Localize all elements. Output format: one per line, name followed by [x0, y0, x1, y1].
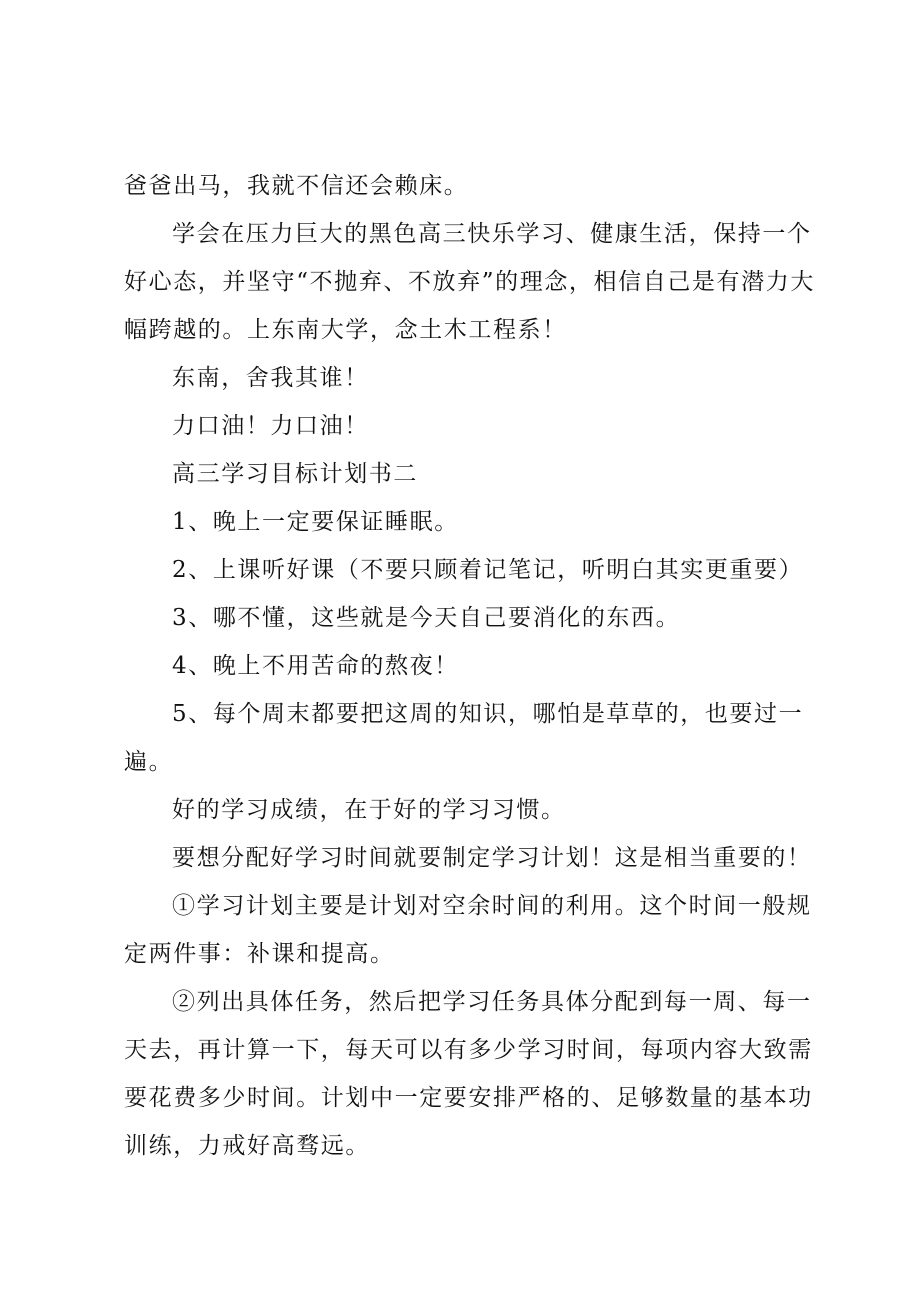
document-body — [124, 162, 828, 1170]
paragraph-habits: 好的学习成绩，在于好的学习习惯。 — [172, 797, 566, 823]
paragraph-slogan: 东南，舍我其谁！ — [172, 365, 369, 391]
plan-point-2: ②列出具体任务，然后把学习任务具体分配到每一周、每一天去，再计算一下，每天可以有多少学习时间，每项内容大致需要花费多少时间。计划中一定要安排严格的、足够数量的基本功训练，力戒好高骛远。 — [124, 989, 813, 1159]
list-item-1: 1、晚上一定要保证睡眠。 — [172, 509, 459, 535]
plan-point-1: ①学习计划主要是计划对空余时间的利用。这个时间一般规定两件事：补课和提高。 — [124, 893, 812, 967]
list-item-4: 4、晚上不用苦命的熬夜！ — [172, 653, 459, 679]
paragraph-cheer: 力口油！力口油！ — [172, 413, 369, 439]
list-item-2: 2、上课听好课（不要只顾着记笔记，听明白其实更重要） — [172, 557, 804, 583]
paragraph-continuation: 爸爸出马，我就不信还会赖床。 — [124, 173, 469, 199]
paragraph-goal: 学会在压力巨大的黑色高三快乐学习、健康生活，保持一个好心态，并坚守“不抛弃、不放弃”的理念，相信自己是有潜力大幅跨越的。上东南大学，念土木工程系！ — [124, 221, 815, 343]
list-item-5: 5、每个周末都要把这周的知识，哪怕是草草的，也要过一遍。 — [124, 701, 804, 775]
paragraph-plan-importance: 要想分配好学习时间就要制定学习计划！这是相当重要的！ — [172, 845, 812, 871]
section-heading: 高三学习目标计划书二 — [172, 461, 418, 487]
list-item-3: 3、哪不懂，这些就是今天自己要消化的东西。 — [172, 605, 681, 631]
